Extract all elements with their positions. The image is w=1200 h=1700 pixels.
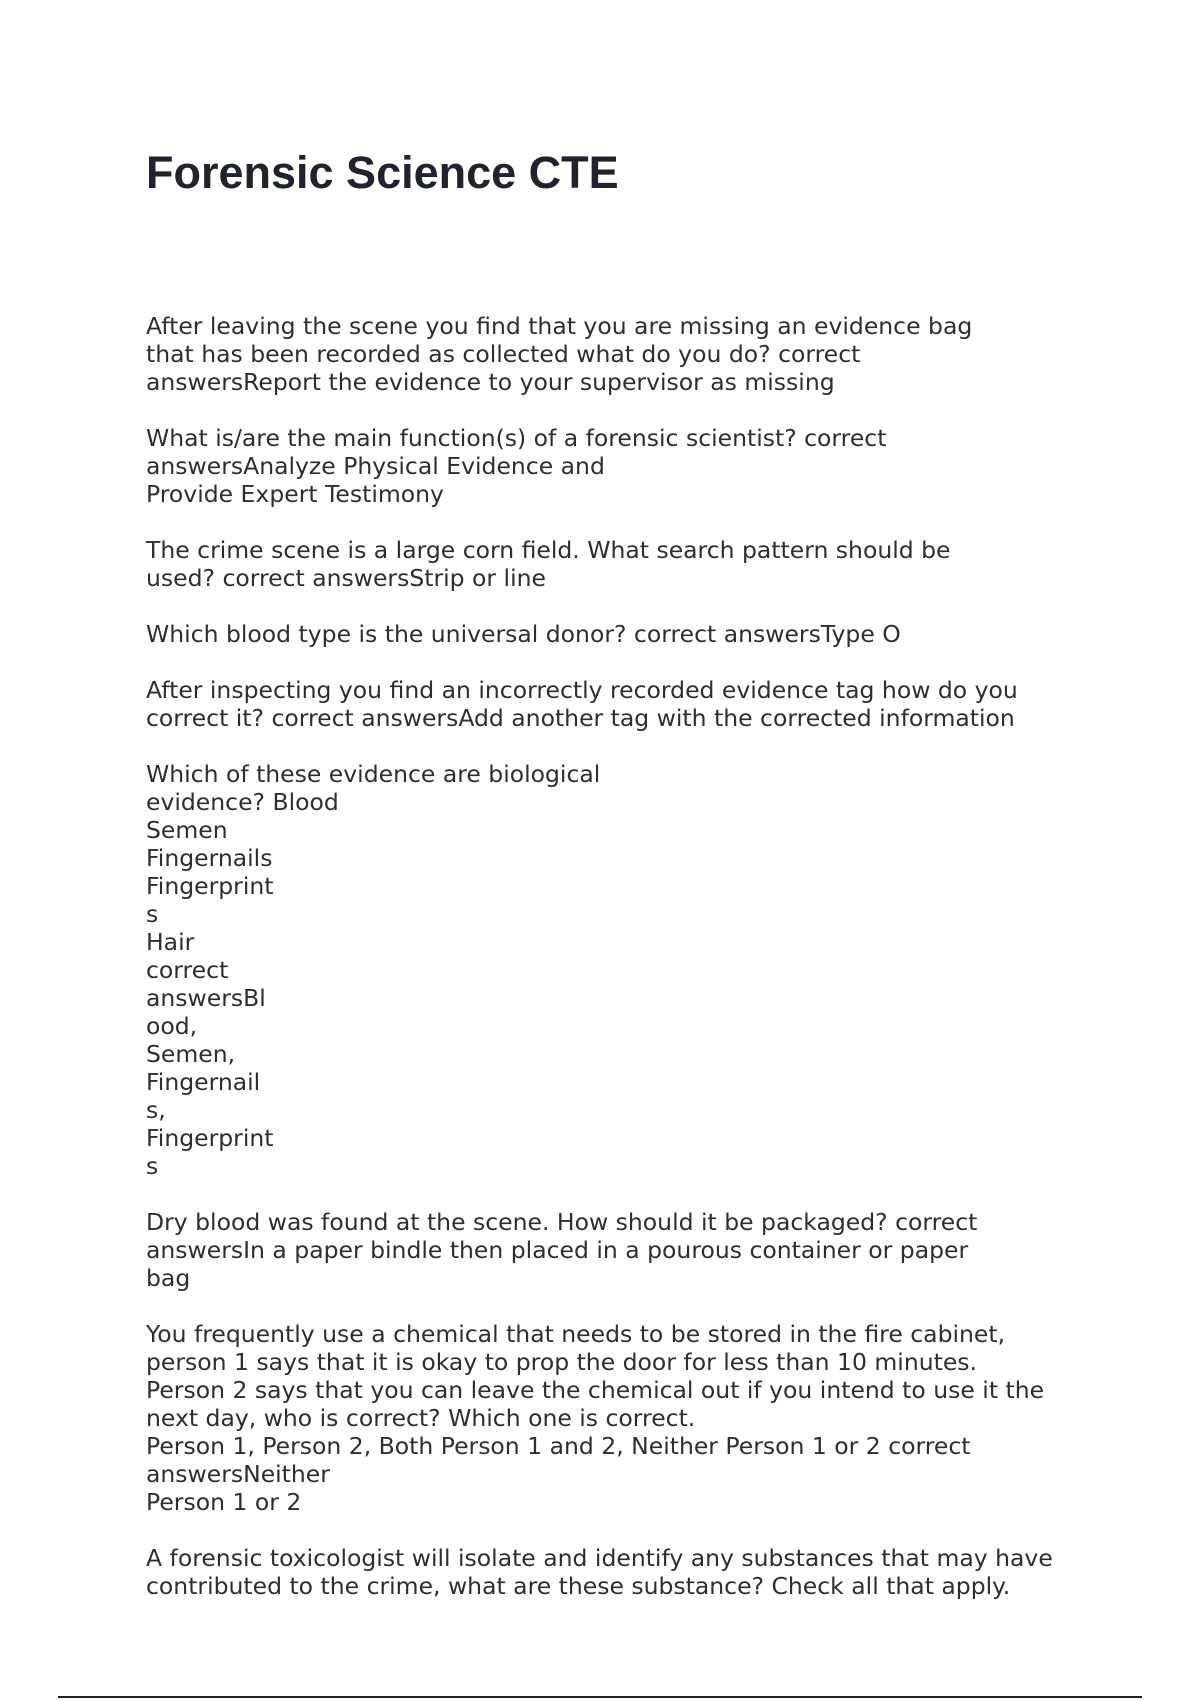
qa-item: Which blood type is the universal donor? correct answersType O — [146, 620, 901, 648]
qa-item: After inspecting you find an incorrectly recorded evidence tag how do you correct it? correct answersAdd another tag with the corrected information — [146, 676, 1018, 732]
question-answer-list — [146, 312, 1106, 1602]
qa-item: You frequently use a chemical that needs to be stored in the fire cabinet, person 1 says that it is okay to prop the door for less than 10 minutes. Person 2 says that you can leave the chemical out if you intend to use it the next day, who is correct? Which one is correct. Person 1, Person 2, Both Person 1 and 2, Neither Person 1 or 2 correct answersNeither Person 1 or 2 — [146, 1320, 1045, 1516]
qa-item-truncated: A forensic toxicologist will isolate and identify any substances that may have contributed to the crime, what are these substance? Check all that apply. — [146, 1544, 1053, 1600]
qa-item: Dry blood was found at the scene. How should it be packaged? correct answersIn a paper bindle then placed in a pourous container or paper bag — [146, 1208, 978, 1292]
qa-item-biological-evidence: Which of these evidence are biological evidence? Blood Semen Fingernails Fingerprint s Hair correct answersBl ood, Semen, Fingernail s, Fingerprint s — [146, 760, 601, 1180]
qa-item: After leaving the scene you find that you are missing an evidence bag that has been recorded as collected what do you do? correct answersReport the evidence to your supervisor as missing — [146, 312, 973, 396]
qa-item: What is/are the main function(s) of a forensic scientist? correct answersAnalyze Physical Evidence and Provide Expert Testimony — [146, 424, 887, 508]
document-title: Forensic Science CTE — [146, 147, 619, 198]
qa-item: The crime scene is a large corn field. What search pattern should be used? correct answersStrip or line — [146, 536, 951, 592]
page-bottom-rule — [58, 1696, 1142, 1698]
